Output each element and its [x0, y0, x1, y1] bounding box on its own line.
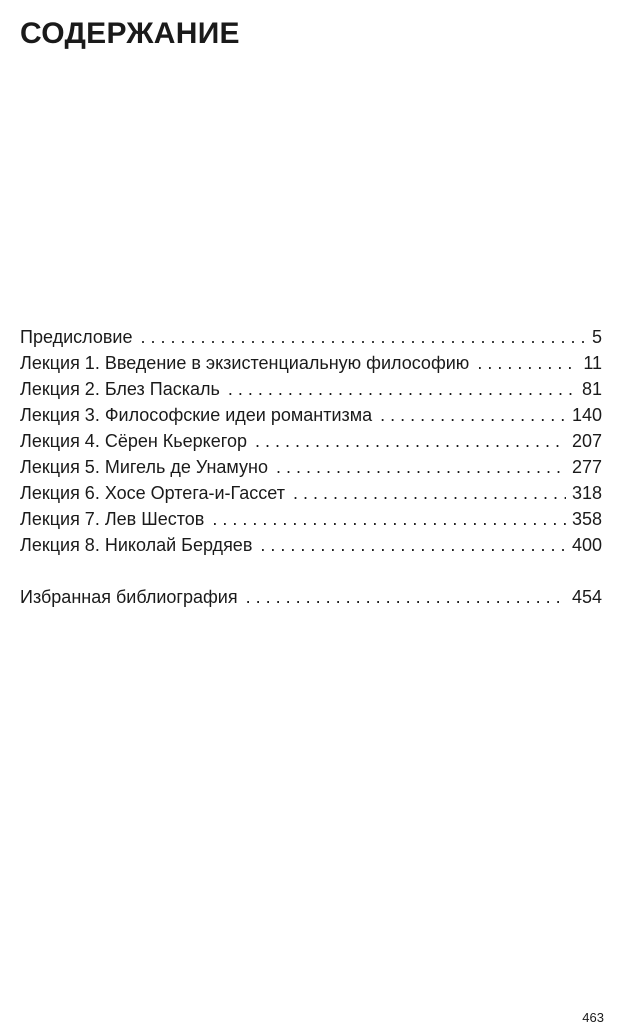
- toc-entry-title: Лекция 4. Сёрен Кьеркегор: [20, 431, 247, 451]
- toc-entry-page: 454: [571, 587, 602, 607]
- dot-leader: [246, 584, 566, 610]
- toc-entry-page: 277: [571, 457, 602, 477]
- toc-entry: [20, 350, 602, 376]
- table-of-contents: [20, 324, 602, 610]
- dot-leader: [255, 428, 566, 454]
- toc-entry-title: Избранная библиография: [20, 587, 238, 607]
- toc-entry-title: Лекция 2. Блез Паскаль: [20, 379, 220, 399]
- page-number: 463: [582, 1010, 604, 1025]
- toc-entry-bibliography: [20, 584, 602, 610]
- toc-entry: [20, 532, 602, 558]
- toc-entry-title: Лекция 5. Мигель де Унамуно: [20, 457, 268, 477]
- toc-entry-page: 11: [583, 353, 602, 373]
- dot-leader: [228, 376, 576, 402]
- toc-entry-title: Лекция 8. Николай Бердяев: [20, 535, 253, 555]
- toc-entry-title: Лекция 1. Введение в экзистенциальную философию: [20, 353, 470, 373]
- toc-entry-page: 400: [571, 535, 602, 555]
- toc-entry-title: Предисловие: [20, 327, 133, 347]
- toc-entry-page: 318: [571, 483, 602, 503]
- dot-leader: [260, 532, 566, 558]
- toc-entry-page: 140: [571, 405, 602, 425]
- toc-entry: [20, 428, 602, 454]
- dot-leader: [380, 402, 566, 428]
- dot-leader: [293, 480, 566, 506]
- toc-entry-page: 358: [571, 509, 602, 529]
- dot-leader: [140, 324, 586, 350]
- dot-leader: [477, 350, 577, 376]
- dot-leader: [276, 454, 566, 480]
- toc-entry: [20, 454, 602, 480]
- toc-entry: [20, 376, 602, 402]
- toc-entry-page: 207: [571, 431, 602, 451]
- toc-entry-title: Лекция 3. Философские идеи романтизма: [20, 405, 373, 425]
- toc-entry: [20, 402, 602, 428]
- toc-entry-page: 81: [581, 379, 602, 399]
- toc-entry: [20, 480, 602, 506]
- toc-entry: [20, 506, 602, 532]
- toc-entry-title: Лекция 7. Лев Шестов: [20, 509, 205, 529]
- toc-entry-page: 5: [591, 327, 602, 347]
- page-title: СОДЕРЖАНИЕ: [20, 17, 240, 50]
- dot-leader: [212, 506, 566, 532]
- toc-entry: [20, 324, 602, 350]
- toc-entry-title: Лекция 6. Хосе Ортега-и-Гассет: [20, 483, 285, 503]
